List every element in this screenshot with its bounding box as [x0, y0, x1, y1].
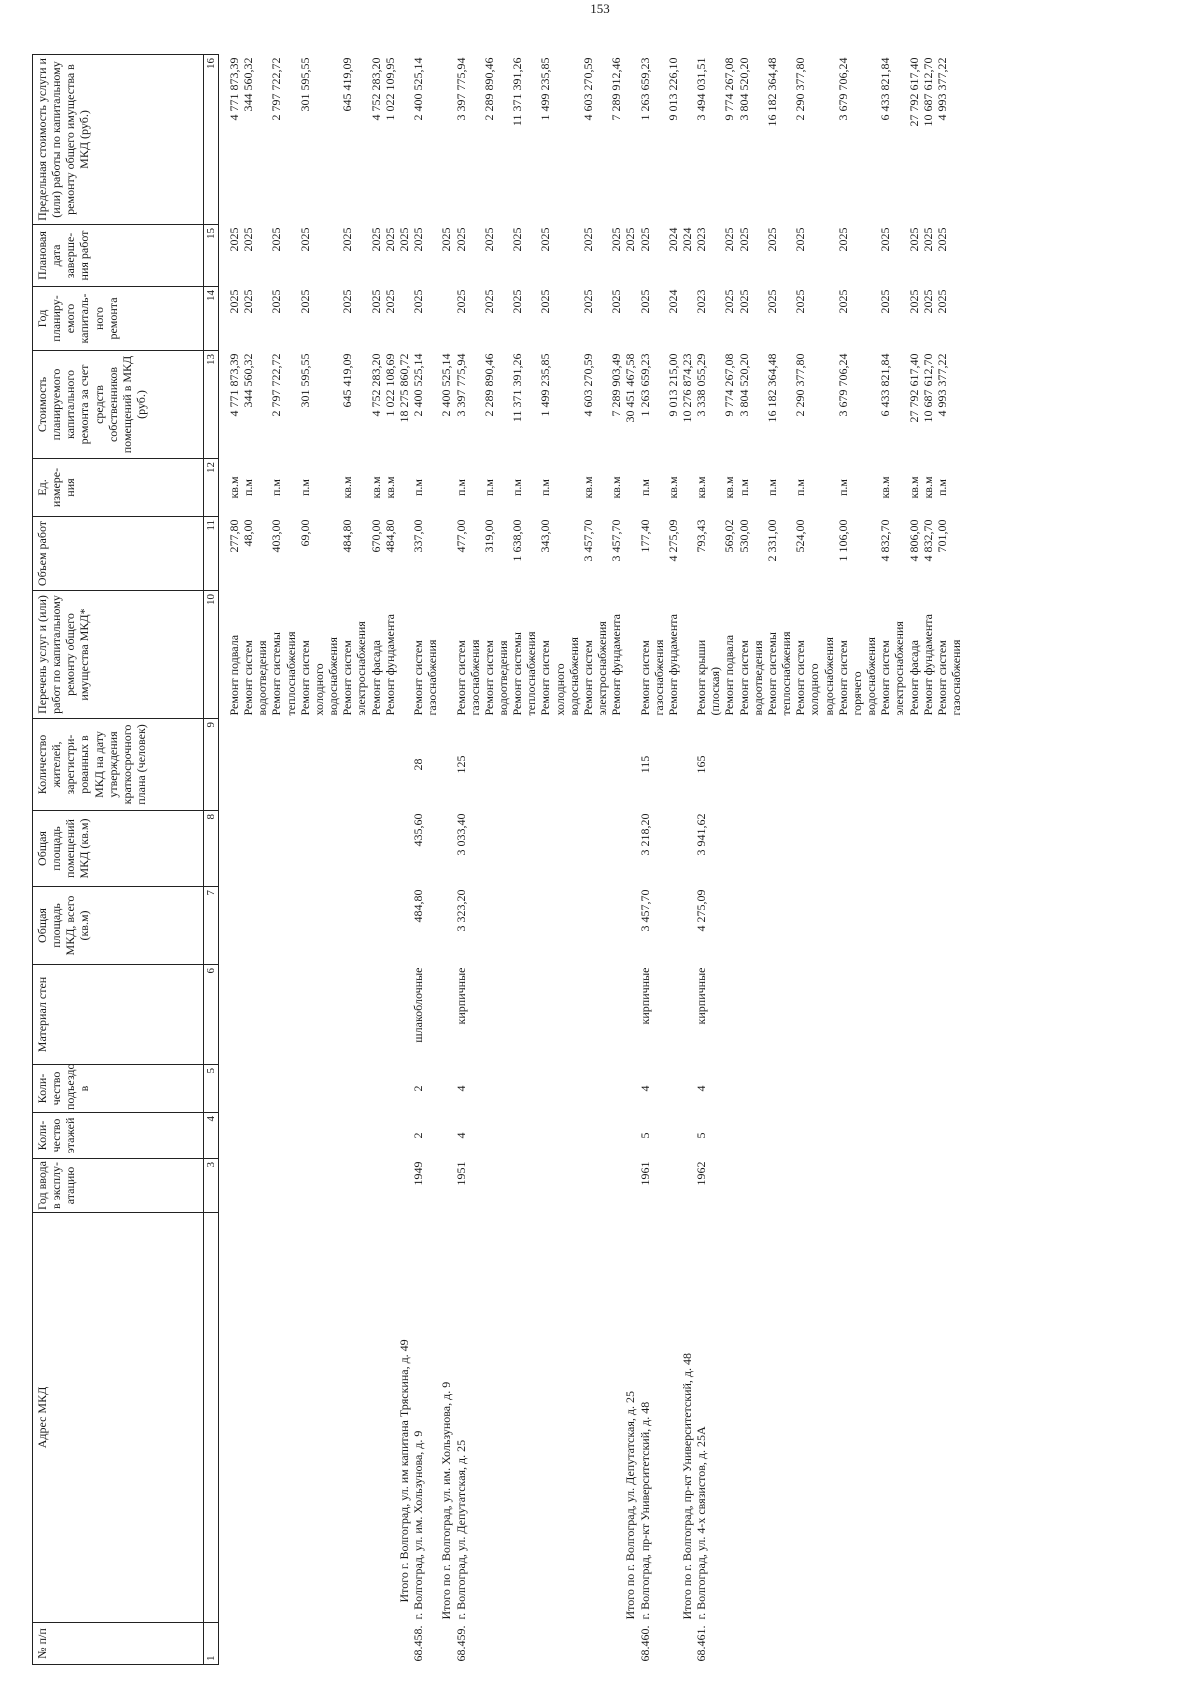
table-row — [383, 55, 397, 1665]
work-unit: кв.м — [227, 476, 241, 499]
col-num-7: 7 — [204, 887, 219, 965]
work-volume: 3 457,70 — [580, 519, 595, 562]
work-name: Ремонт системы теплоснабжения — [269, 631, 298, 716]
total-row — [623, 55, 637, 1665]
house-number: 68.459. — [453, 1625, 468, 1662]
work-name: Ремонт систем газоснабжения — [411, 639, 440, 716]
work-name: Ремонт систем электроснабжения — [878, 621, 907, 716]
work-unit: п.м — [241, 479, 256, 497]
work-cost: 10 687 612,70 — [920, 353, 935, 423]
work-end-date: 2025 — [340, 227, 355, 252]
col-header-volume: Объем работ — [33, 517, 204, 591]
total-cost: 30 451 467,58 — [623, 353, 638, 423]
work-end-date: 2025 — [368, 227, 383, 252]
work-end-date: 2025 — [227, 227, 241, 252]
work-end-date: 2025 — [481, 227, 496, 252]
table-row — [510, 55, 538, 1665]
table-row — [878, 55, 906, 1665]
work-end-date: 2025 — [269, 227, 284, 252]
col-num-9: 9 — [204, 719, 219, 811]
house-residents: 165 — [694, 755, 709, 774]
work-limit-cost: 10 687 612,70 — [920, 57, 935, 127]
work-volume: 1 638,00 — [510, 519, 525, 562]
work-name: Ремонт фасада — [368, 640, 383, 716]
col-header-no: № п/п — [33, 1623, 204, 1665]
house-year: 1961 — [637, 1161, 652, 1186]
work-unit: п.м — [453, 479, 468, 497]
total-label: Итого по г. Волгоград, пр-кт Университетский, д. 48 — [680, 1352, 694, 1620]
work-repair-year: 2025 — [934, 289, 949, 314]
work-limit-cost: 16 182 364,48 — [764, 57, 779, 127]
work-unit: п.м — [934, 479, 949, 497]
work-volume: 793,43 — [694, 519, 709, 553]
work-unit: п.м — [481, 479, 496, 497]
house-address: г. Волгоград, пр-кт Университетский, д. 48 — [637, 1401, 652, 1620]
house-area-rooms: 3 033,40 — [453, 813, 468, 856]
work-repair-year: 2025 — [411, 289, 426, 314]
work-name: Ремонт систем газоснабжения — [453, 639, 482, 716]
work-name: Ремонт крыши (плоская) — [694, 639, 723, 716]
table-row — [369, 55, 383, 1665]
house-material: кирпичные — [694, 967, 709, 1025]
work-cost: 7 289 903,49 — [609, 353, 624, 417]
col-num-15: 15 — [204, 225, 219, 287]
work-cost: 3 804 520,20 — [736, 353, 751, 417]
work-repair-year: 2025 — [722, 289, 737, 314]
work-repair-year: 2025 — [241, 289, 256, 314]
work-unit: п.м — [538, 479, 553, 497]
work-end-date: 2023 — [694, 227, 709, 252]
house-floors: 4 — [453, 1132, 468, 1139]
house-row — [694, 55, 722, 1665]
work-volume: 670,00 — [368, 519, 383, 553]
work-name: Ремонт фундамента — [665, 614, 680, 716]
work-end-date: 2025 — [453, 227, 468, 252]
work-repair-year: 2025 — [793, 289, 808, 314]
work-limit-cost: 7 289 912,46 — [609, 57, 624, 121]
work-limit-cost: 4 603 270,59 — [580, 57, 595, 121]
work-end-date: 2025 — [920, 227, 935, 252]
work-limit-cost: 11 371 391,26 — [510, 57, 525, 127]
house-area-rooms: 3 941,62 — [694, 813, 709, 856]
table-row — [340, 55, 368, 1665]
work-cost: 344 560,32 — [241, 353, 256, 408]
work-volume: 177,40 — [637, 519, 652, 553]
work-unit: п.м — [637, 479, 652, 497]
total-cost: 2 400 525,14 — [439, 353, 454, 417]
total-row — [439, 55, 453, 1665]
col-header-area-rooms: Общая площадь помещений МКД (кв.м) — [33, 811, 204, 887]
work-cost: 3 679 706,24 — [835, 353, 850, 417]
work-limit-cost: 2 290 377,80 — [793, 57, 808, 121]
work-limit-cost: 301 595,55 — [297, 57, 312, 112]
table-row — [241, 55, 269, 1665]
work-repair-year: 2025 — [481, 289, 496, 314]
house-material: шлакоблочные — [411, 967, 426, 1043]
work-name: Ремонт систем водоотведения — [241, 640, 270, 716]
col-num-16: 16 — [204, 55, 219, 225]
col-num-12: 12 — [204, 459, 219, 517]
house-floors: 2 — [411, 1132, 426, 1139]
work-unit: п.м — [793, 479, 808, 497]
work-volume: 484,80 — [340, 519, 355, 553]
work-limit-cost: 3 804 520,20 — [736, 57, 751, 121]
table-row — [666, 55, 680, 1665]
work-end-date: 2024 — [665, 227, 680, 252]
table-row — [581, 55, 609, 1665]
col-header-entrances: Коли- чество подъездо в — [33, 1065, 204, 1113]
work-name: Ремонт систем горячего водоснабжения — [835, 637, 879, 716]
work-name: Ремонт систем холодного водоснабжения — [297, 637, 341, 716]
work-volume: 277,80 — [227, 519, 241, 553]
work-repair-year: 2023 — [694, 289, 709, 314]
house-residents: 125 — [453, 755, 468, 774]
work-repair-year: 2025 — [269, 289, 284, 314]
work-cost: 27 792 617,40 — [906, 353, 921, 423]
work-volume: 4 806,00 — [906, 519, 921, 562]
col-num-4: 4 — [204, 1113, 219, 1159]
col-num-13: 13 — [204, 351, 219, 459]
work-end-date: 2025 — [382, 227, 397, 252]
work-repair-year: 2025 — [878, 289, 893, 314]
work-end-date: 2025 — [722, 227, 737, 252]
col-header-residents: Количество жителей, зарегистри- рованных в МКД на дату утверждения краткосрочного плана (человек) — [33, 719, 204, 811]
work-unit: п.м — [510, 479, 525, 497]
col-num-8: 8 — [204, 811, 219, 887]
repair-plan-table — [32, 54, 963, 1665]
house-area-total: 484,80 — [411, 889, 426, 923]
work-cost: 2 289 890,46 — [481, 353, 496, 417]
col-header-material: Материал стен — [33, 965, 204, 1065]
rotated-page — [2, 30, 1167, 1690]
work-name: Ремонт систем газоснабжения — [934, 639, 963, 716]
work-name: Ремонт фасада — [906, 640, 921, 716]
work-repair-year: 2025 — [340, 289, 355, 314]
work-limit-cost: 4 993 377,22 — [934, 57, 949, 121]
house-residents: 115 — [637, 755, 652, 774]
total-end-date: 2025 — [623, 227, 638, 252]
work-name: Ремонт подвала — [227, 634, 241, 716]
work-repair-year: 2025 — [368, 289, 383, 314]
work-cost: 3 397 775,94 — [453, 353, 468, 417]
house-year: 1962 — [694, 1161, 709, 1186]
work-volume: 403,00 — [269, 519, 284, 553]
house-number: 68.458. — [411, 1625, 426, 1662]
work-unit: кв.м — [609, 476, 624, 499]
col-header-works: Перечень услуг и (или) работ по капитальному ремонту общего имущества МКД* — [33, 591, 204, 719]
work-unit: кв.м — [665, 476, 680, 499]
work-end-date: 2025 — [637, 227, 652, 252]
work-volume: 337,00 — [411, 519, 426, 553]
work-end-date: 2025 — [510, 227, 525, 252]
work-repair-year: 2025 — [637, 289, 652, 314]
table-row — [737, 55, 765, 1665]
col-header-area-total: Общая площадь МКД, всего (кв.м) — [33, 887, 204, 965]
table-row — [836, 55, 878, 1665]
col-num-1: 1 — [204, 1623, 219, 1665]
house-entrances: 2 — [411, 1085, 426, 1092]
house-number: 68.461. — [694, 1625, 709, 1662]
total-label: Итого по г. Волгоград, ул. Депутатская, д. 25 — [623, 1391, 638, 1620]
total-end-date: 2024 — [680, 227, 694, 252]
house-residents: 28 — [411, 758, 426, 771]
work-name: Ремонт фундамента — [920, 614, 935, 716]
house-number: 68.460. — [637, 1625, 652, 1662]
work-cost: 9 774 267,08 — [722, 353, 737, 417]
work-limit-cost: 3 494 031,51 — [694, 57, 709, 121]
house-material: кирпичные — [637, 967, 652, 1025]
table-row — [907, 55, 921, 1665]
work-end-date: 2025 — [835, 227, 850, 252]
col-header-limit-cost: Предельная стоимость услуги и (или) работы по капитальному ремонту общего имущества в МКД (руб.) — [33, 55, 204, 225]
house-area-total: 4 275,09 — [694, 889, 709, 932]
house-address: г. Волгоград, ул. Депутатская, д. 25 — [453, 1439, 468, 1620]
work-limit-cost: 4 752 283,20 — [368, 57, 383, 121]
work-name: Ремонт систем водоотведения — [736, 640, 765, 716]
col-num-5: 5 — [204, 1065, 219, 1113]
work-name: Ремонт систем газоснабжения — [637, 639, 666, 716]
total-end-date: 2025 — [396, 227, 411, 252]
work-unit: п.м — [297, 479, 312, 497]
work-end-date: 2025 — [297, 227, 312, 252]
col-num-6: 6 — [204, 965, 219, 1065]
work-unit: кв.м — [878, 476, 893, 499]
work-volume: 343,00 — [538, 519, 553, 553]
work-limit-cost: 2 797 722,72 — [269, 57, 284, 121]
work-cost: 1 499 235,85 — [538, 353, 553, 417]
table-row — [793, 55, 835, 1665]
table-row — [538, 55, 580, 1665]
work-repair-year: 2025 — [580, 289, 595, 314]
work-end-date: 2025 — [411, 227, 426, 252]
work-volume: 524,00 — [793, 519, 808, 553]
house-area-rooms: 3 218,20 — [637, 813, 652, 856]
work-volume: 530,00 — [736, 519, 751, 553]
work-cost: 1 263 659,23 — [637, 353, 652, 417]
table-row — [609, 55, 623, 1665]
work-volume: 2 331,00 — [764, 519, 779, 562]
work-name: Ремонт системы теплоснабжения — [764, 631, 794, 716]
work-volume: 484,80 — [382, 519, 397, 553]
work-unit: кв.м — [340, 476, 355, 499]
house-entrances: 4 — [453, 1085, 468, 1092]
total-label: Итого г. Волгоград, ул. им капитана Тряскина, д. 49 — [396, 1339, 411, 1603]
work-repair-year: 2025 — [382, 289, 397, 314]
col-header-floors: Коли- чество этажей — [33, 1113, 204, 1159]
work-volume: 4 832,70 — [878, 519, 893, 562]
work-cost: 4 752 283,20 — [368, 353, 383, 417]
column-number-row — [204, 55, 219, 1665]
work-repair-year: 2025 — [227, 289, 241, 314]
work-limit-cost: 2 400 525,14 — [411, 57, 426, 121]
work-cost: 4 993 377,22 — [934, 353, 949, 417]
total-end-date: 2025 — [439, 227, 454, 252]
work-unit: п.м — [411, 479, 426, 497]
total-cost: 18 275 860,72 — [396, 353, 411, 423]
house-year: 1949 — [411, 1161, 426, 1186]
total-row — [397, 55, 411, 1665]
house-material: кирпичные — [453, 967, 468, 1025]
work-name: Ремонт фундамента — [609, 614, 624, 716]
header-row — [33, 55, 204, 1665]
work-volume: 69,00 — [297, 519, 312, 547]
work-name: Ремонт систем водоотведения — [481, 640, 510, 716]
work-cost: 4 771 873,39 — [227, 353, 241, 417]
work-repair-year: 2025 — [510, 289, 525, 314]
house-entrances: 4 — [694, 1085, 709, 1092]
work-name: Ремонт фундамента — [382, 614, 397, 716]
work-cost: 2 290 377,80 — [793, 353, 808, 417]
work-end-date: 2025 — [906, 227, 921, 252]
work-end-date: 2025 — [934, 227, 949, 252]
total-row — [680, 55, 694, 1665]
work-cost: 9 013 215,00 — [665, 353, 680, 417]
work-cost: 1 022 108,69 — [382, 353, 397, 417]
col-num-3: 3 — [204, 1159, 219, 1213]
work-unit: п.м — [835, 479, 850, 497]
house-row — [454, 55, 482, 1665]
work-repair-year: 2025 — [764, 289, 779, 314]
col-num-14: 14 — [204, 287, 219, 351]
house-area-rooms: 435,60 — [411, 813, 426, 847]
work-unit: п.м — [764, 479, 779, 497]
house-area-total: 3 457,70 — [637, 889, 652, 932]
work-end-date: 2025 — [609, 227, 624, 252]
work-limit-cost: 344 560,32 — [241, 57, 256, 112]
col-header-year: Год ввода в эксплу- атацию — [33, 1159, 204, 1213]
work-unit: кв.м — [580, 476, 595, 499]
work-repair-year: 2025 — [736, 289, 751, 314]
work-limit-cost: 9 774 267,08 — [722, 57, 737, 121]
work-end-date: 2025 — [878, 227, 893, 252]
work-name: Ремонт систем холодного водоснабжения — [793, 637, 836, 716]
work-unit: кв.м — [694, 476, 709, 499]
work-cost: 2 797 722,72 — [269, 353, 284, 417]
work-volume: 701,00 — [934, 519, 949, 553]
work-unit: кв.м — [368, 476, 383, 499]
work-repair-year: 2025 — [538, 289, 553, 314]
work-unit: кв.м — [722, 476, 737, 499]
table-row — [227, 55, 241, 1665]
work-repair-year: 2025 — [297, 289, 312, 314]
table-row — [935, 55, 963, 1665]
work-volume: 477,00 — [453, 519, 468, 553]
work-volume: 569,02 — [722, 519, 737, 553]
total-label: Итого по г. Волгоград, ул. им. Хользунова, д. 9 — [439, 1381, 454, 1620]
work-volume: 319,00 — [481, 519, 496, 553]
work-cost: 301 595,55 — [297, 353, 312, 408]
work-limit-cost: 27 792 617,40 — [906, 57, 921, 127]
work-cost: 4 603 270,59 — [580, 353, 595, 417]
work-cost: 6 433 821,84 — [878, 353, 893, 417]
work-volume: 3 457,70 — [609, 519, 624, 562]
col-header-unit: Ед. измере- ния — [33, 459, 204, 517]
work-volume: 4 275,09 — [665, 519, 680, 562]
work-end-date: 2025 — [764, 227, 779, 252]
work-repair-year: 2024 — [665, 289, 680, 314]
col-num-10: 10 — [204, 591, 219, 719]
col-header-repair-year: Год планиру- емого капиталь- ного ремонта — [33, 287, 204, 351]
work-end-date: 2025 — [736, 227, 751, 252]
house-floors: 5 — [637, 1132, 652, 1139]
work-limit-cost: 1 499 235,85 — [538, 57, 553, 121]
work-repair-year: 2025 — [835, 289, 850, 314]
house-floors: 5 — [694, 1132, 709, 1139]
house-row — [411, 55, 439, 1665]
work-limit-cost: 645 419,09 — [340, 57, 355, 112]
work-volume: 48,00 — [241, 519, 256, 547]
col-header-cost: Стоимость планируемого капитального ремонта за счет средств собственников помещений в МКД (руб.) — [33, 351, 204, 459]
work-end-date: 2025 — [580, 227, 595, 252]
work-name: Ремонт системы теплоснабжения — [510, 631, 539, 716]
col-header-end-date: Плановая дата заверше- ния работ — [33, 225, 204, 287]
table-row — [765, 55, 793, 1665]
work-limit-cost: 6 433 821,84 — [878, 57, 893, 121]
work-volume: 1 106,00 — [835, 519, 850, 562]
page-number: 153 — [590, 1, 610, 16]
total-cost: 10 276 874,23 — [680, 353, 694, 423]
work-unit: кв.м — [382, 476, 397, 499]
work-unit: п.м — [269, 479, 284, 497]
house-year: 1951 — [453, 1161, 468, 1186]
table-row — [269, 55, 297, 1665]
work-cost: 11 371 391,26 — [510, 353, 525, 423]
house-entrances: 4 — [637, 1085, 652, 1092]
work-repair-year: 2025 — [906, 289, 921, 314]
work-cost: 3 338 055,29 — [694, 353, 709, 417]
work-limit-cost: 3 397 775,94 — [453, 57, 468, 121]
table-row — [722, 55, 736, 1665]
col-header-address: Адрес МКД — [33, 1213, 204, 1623]
work-unit: п.м — [736, 479, 751, 497]
work-limit-cost: 9 013 226,10 — [665, 57, 680, 121]
work-repair-year: 2025 — [609, 289, 624, 314]
work-name: Ремонт подвала — [722, 634, 737, 716]
house-address: г. Волгоград, ул. им. Хользунова, д. 9 — [411, 1430, 426, 1620]
work-name: Ремонт систем электроснабжения — [580, 621, 610, 716]
work-cost: 2 400 525,14 — [411, 353, 426, 417]
work-end-date: 2025 — [793, 227, 808, 252]
work-limit-cost: 2 289 890,46 — [481, 57, 496, 121]
table-row — [921, 55, 935, 1665]
house-area-total: 3 323,20 — [453, 889, 468, 932]
house-address: г. Волгоград, ул. 4-х связистов, д. 25А — [694, 1426, 709, 1620]
table-row — [298, 55, 340, 1665]
work-cost: 645 419,09 — [340, 353, 355, 408]
work-limit-cost: 3 679 706,24 — [835, 57, 850, 121]
work-cost: 16 182 364,48 — [764, 353, 779, 423]
work-unit: кв.м — [906, 476, 921, 499]
work-name: Ремонт систем электроснабжения — [340, 621, 369, 716]
work-repair-year: 2025 — [920, 289, 935, 314]
work-name: Ремонт систем холодного водоснабжения — [538, 637, 581, 716]
table-row — [482, 55, 510, 1665]
work-end-date: 2025 — [538, 227, 553, 252]
work-limit-cost: 4 771 873,39 — [227, 57, 241, 121]
work-limit-cost: 1 263 659,23 — [637, 57, 652, 121]
col-num-2 — [204, 1213, 219, 1623]
house-row — [638, 55, 666, 1665]
work-repair-year: 2025 — [453, 289, 468, 314]
work-end-date: 2025 — [241, 227, 256, 252]
work-unit: кв.м — [920, 476, 935, 499]
work-limit-cost: 1 022 109,95 — [382, 57, 397, 121]
work-volume: 4 832,70 — [920, 519, 935, 562]
col-num-11: 11 — [204, 517, 219, 591]
